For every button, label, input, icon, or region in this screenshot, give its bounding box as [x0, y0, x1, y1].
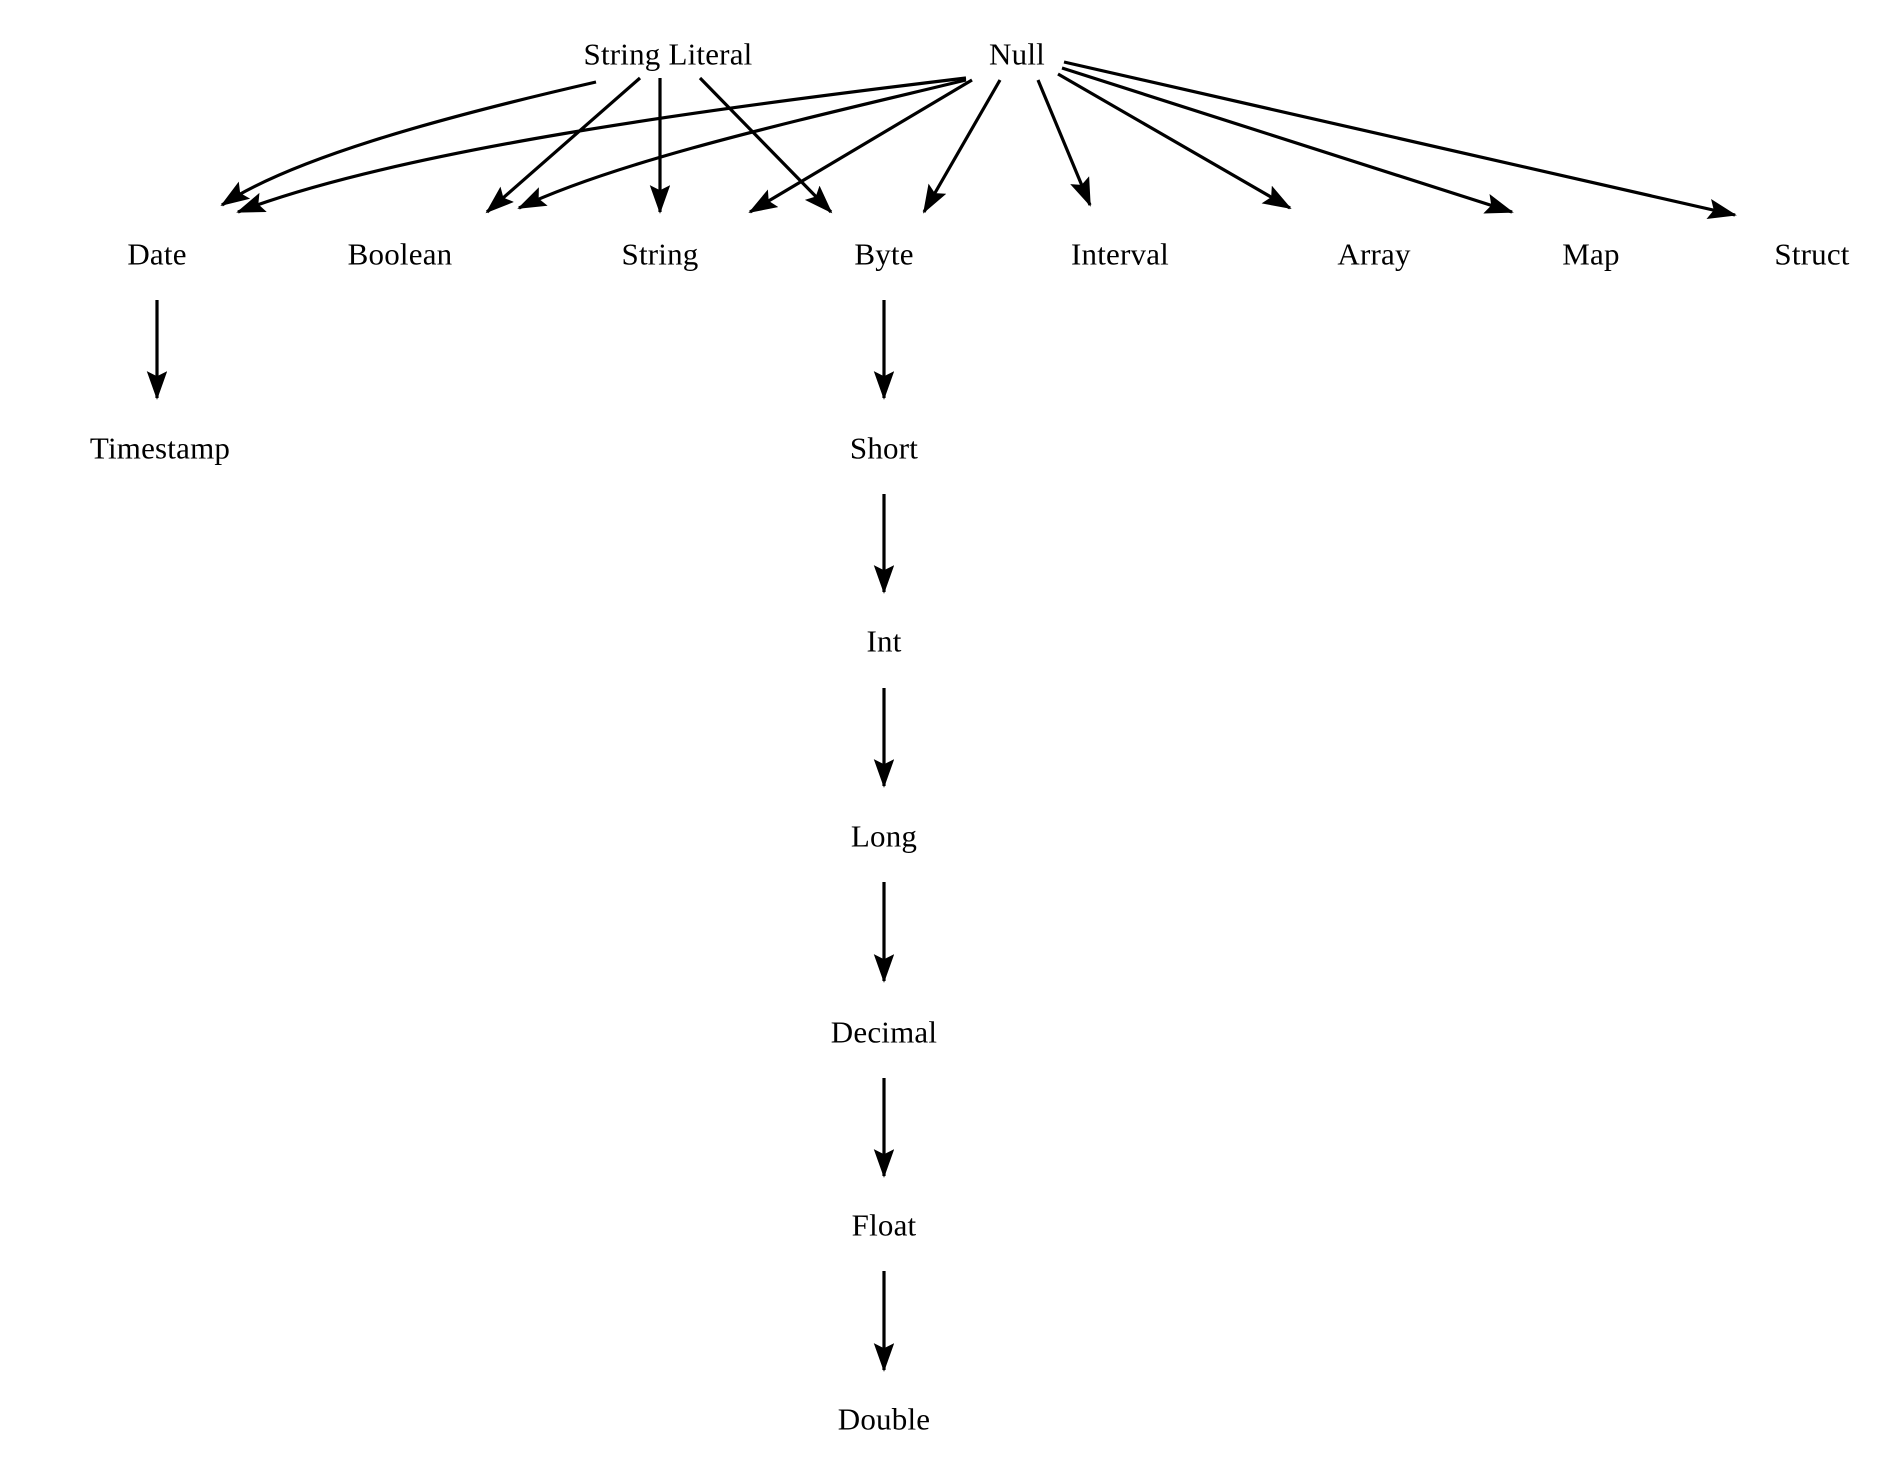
edge-null-to-map	[1062, 68, 1512, 212]
node-null: Null	[989, 36, 1045, 72]
node-decimal: Decimal	[830, 1014, 938, 1050]
node-long: Long	[850, 818, 918, 854]
edge-null-to-struct	[1064, 62, 1735, 215]
edge-null-to-byte	[924, 80, 1000, 212]
node-date: Date	[127, 236, 187, 272]
edge-null-to-interval	[1038, 80, 1090, 205]
node-byte: Byte	[854, 236, 914, 272]
node-string-literal: String Literal	[583, 36, 753, 72]
node-double: Double	[837, 1401, 931, 1437]
node-struct: Struct	[1774, 236, 1850, 272]
node-boolean: Boolean	[347, 236, 453, 272]
node-map: Map	[1562, 236, 1620, 272]
node-interval: Interval	[1071, 236, 1169, 272]
edge-null-to-boolean	[519, 80, 966, 208]
node-short: Short	[849, 430, 919, 466]
node-int: Int	[866, 623, 902, 659]
edge-null-to-date	[238, 78, 966, 212]
node-float: Float	[851, 1207, 917, 1243]
edge-null-to-array	[1058, 74, 1290, 208]
edge-string-literal-to-date	[222, 82, 596, 205]
edge-string-literal-to-boolean	[487, 78, 640, 212]
node-timestamp: Timestamp	[89, 430, 231, 466]
node-array: Array	[1337, 236, 1411, 272]
node-string: String	[621, 236, 699, 272]
